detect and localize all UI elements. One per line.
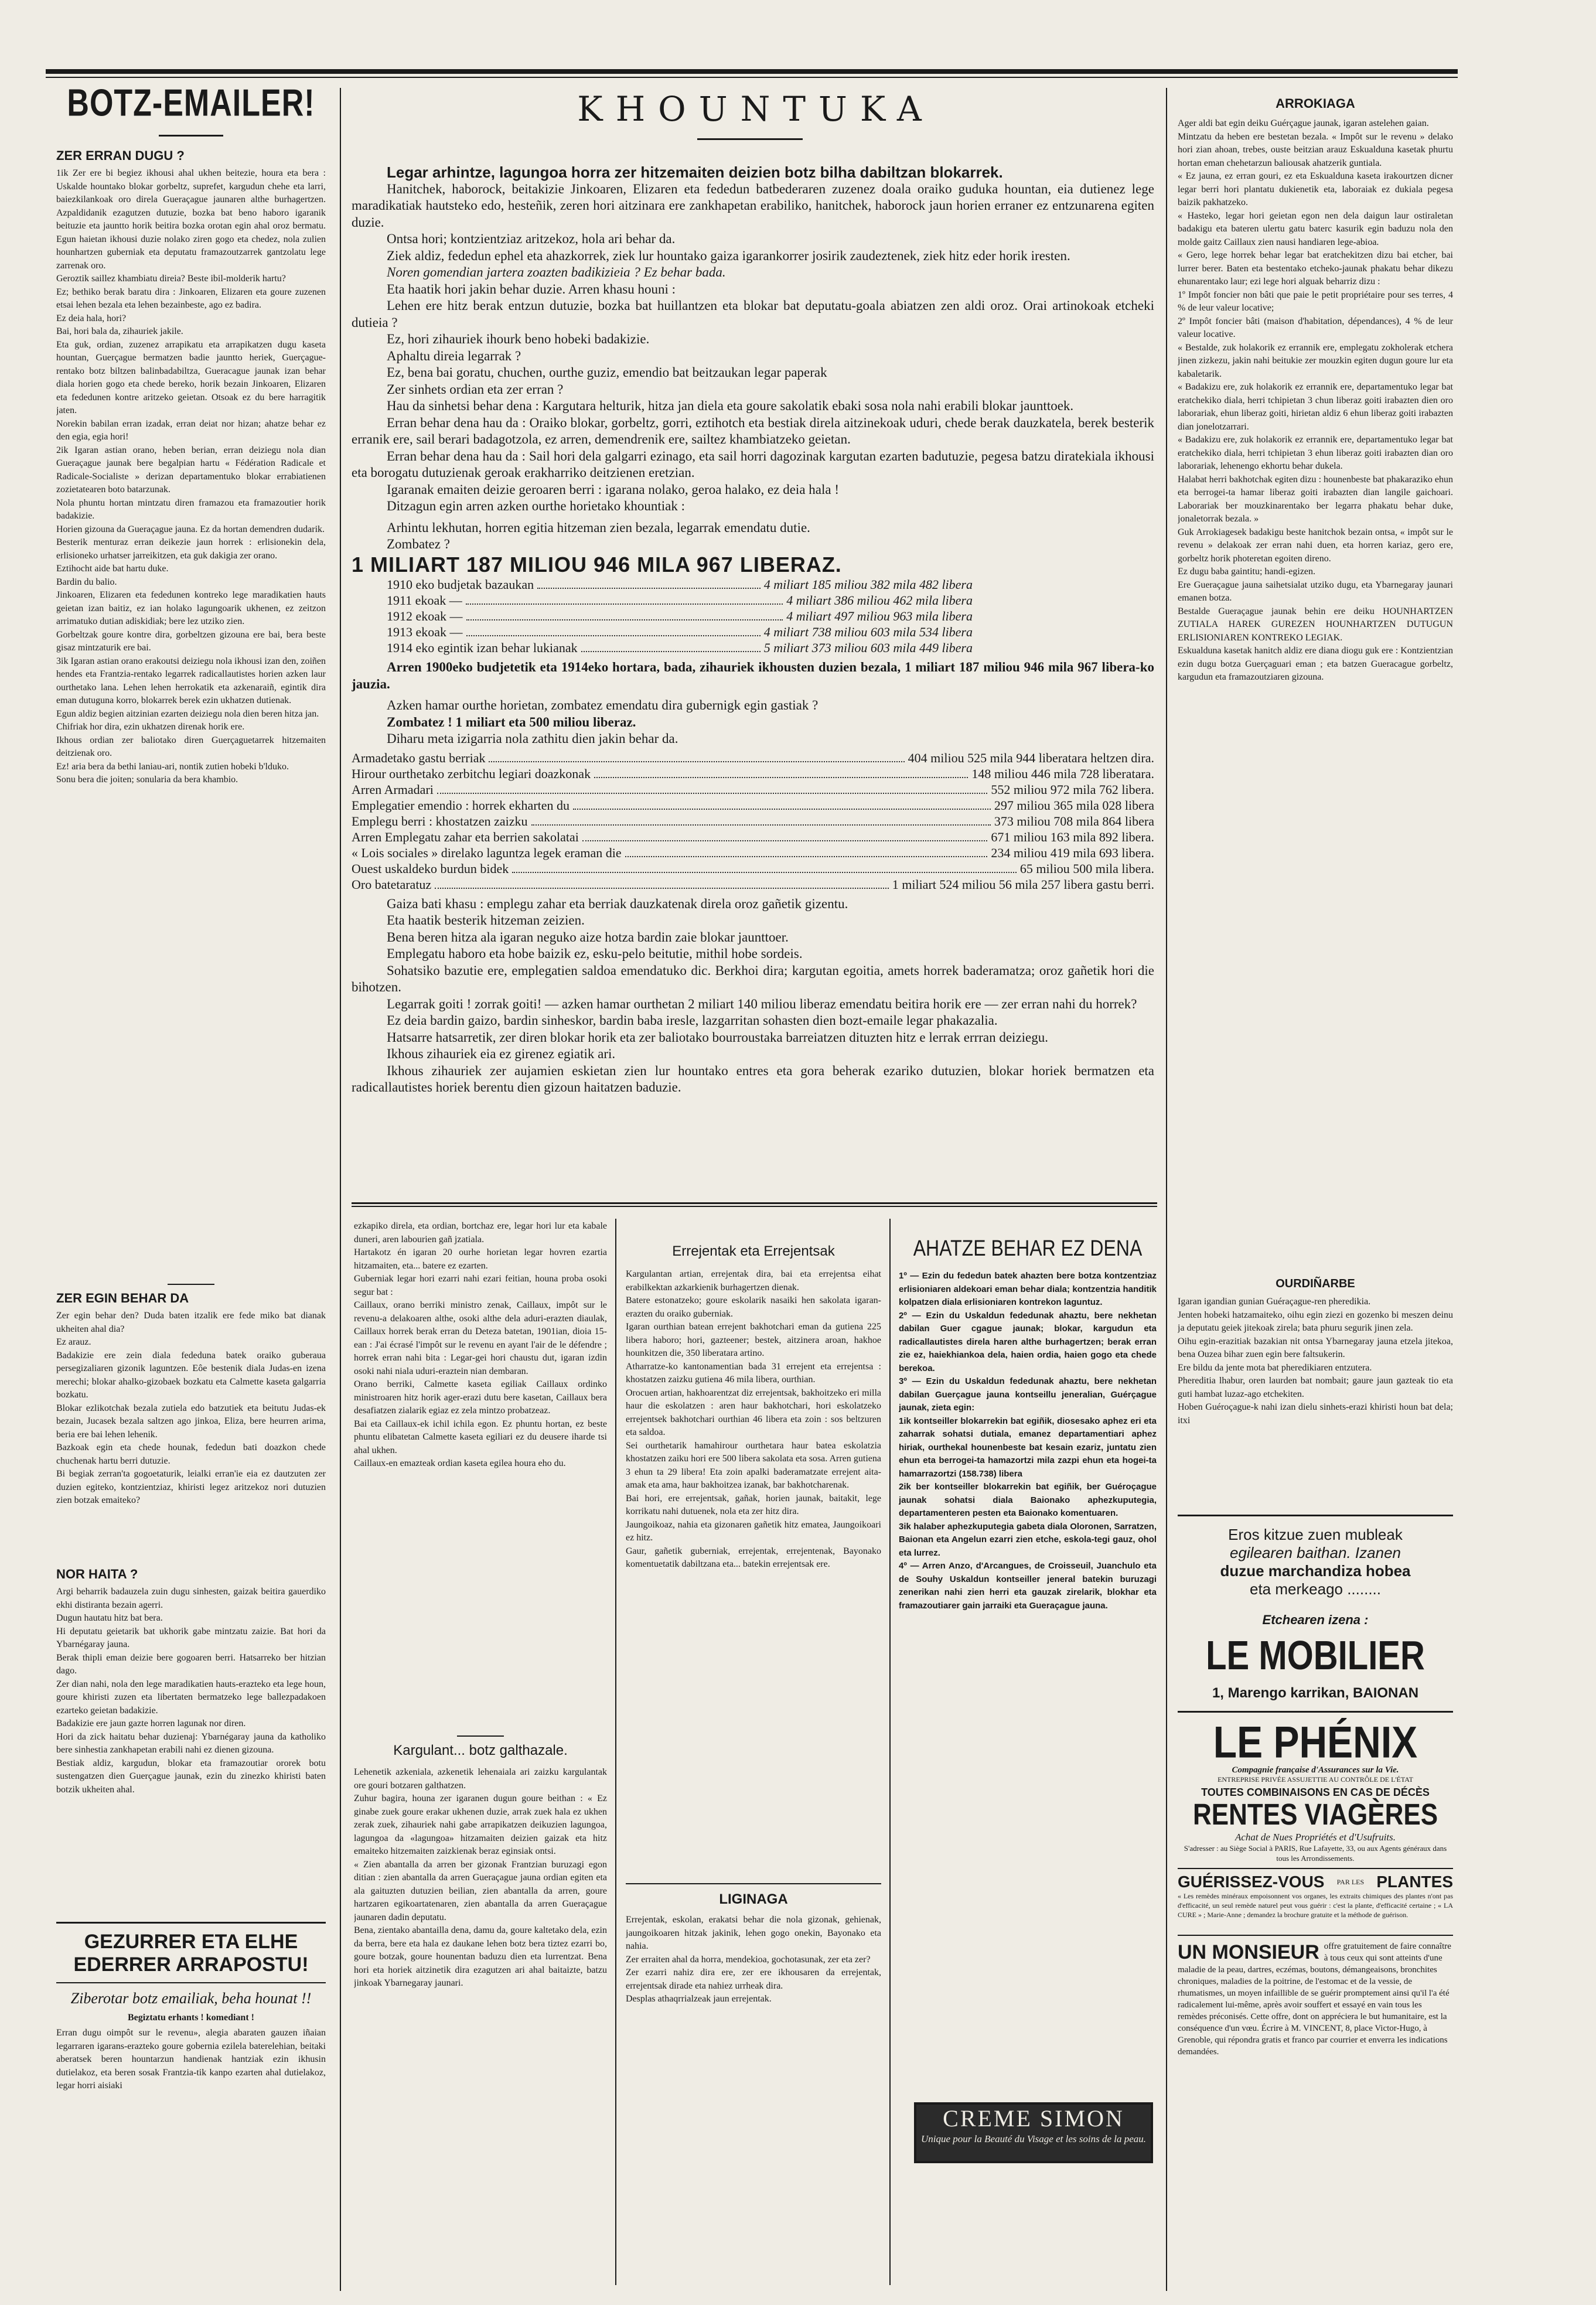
budget-value: 4 miliart 386 miliou 462 mila libera (786, 593, 973, 608)
article-p3: Ontsa hori; kontzientziaz aritzekoz, hola ari behar da. (387, 231, 676, 246)
budget-label: 1910 eko budjetak bazaukan (387, 577, 534, 592)
article-p21: Zombatez ! 1 miliart eta 500 miliou liberaz. (387, 714, 636, 729)
bottom-col-3 (899, 1220, 1157, 2122)
budget-row (387, 640, 973, 656)
zer-erran-heading: ZER ERRAN DUGU ? (56, 148, 185, 163)
monsieur-title: UN MONSIEUR (1178, 1941, 1319, 1963)
mobilier-line-1: Eros kitzue zuen mubleak (1228, 1526, 1403, 1543)
left-title: BOTZ-EMAILER! (67, 82, 315, 125)
phenix-subtitle: Compagnie française d'Assurances sur la Vie. (1232, 1765, 1399, 1775)
spending-label: Arren Armadari (352, 782, 434, 797)
article-p32: Ikhous zihauriek zer aujamien eskietan zien lur hountako entres eta gora beherak ezariko dutuzien, blokar horiek bermatzen eta radicallautistes horiek berentu dien gizoun haitatzen baduzie. (352, 1063, 1154, 1094)
center-bottom-rule (352, 1202, 1157, 1204)
mobilier-name: LE MOBILIER (1206, 1632, 1425, 1679)
spending-label: « Lois sociales » direlako laguntza legek eraman die (352, 845, 622, 860)
budget-row (387, 624, 973, 640)
article-p8: Ez, hori zihauriek ihourk beno hobeki badakizie. (387, 332, 650, 346)
nor-haita-text: Argi beharrik badauzela zuin dugu sinhesten, gaizak beitira gauerdiko ekhi distiranta bezain agerri. Dugun hautatu hitz bat bera. Hi deputatu geietarik bat ukhorik gabe mintzatu zaizie. Bat hori da Ybarnégaray jauna. Berak thipli eman deizie bere gogoaren berri. Hatsarreko ber hitzian dago. Zer dian nahi, nola den lege maradikatien hauts-erazteko eta lege houn, goure khiristi zuzen eta libertaten bermatzeko lege ballezpadakoen ezarteko geietan badakizie. Badakizie ere jaun gazte horren lagunak nor diren. Hori da zick haitatu behar duzienaj: Ybarnégaray jauna da katholiko bere sinhestia zankhapetan erabili nahi ez dienen gizouna. Bestiak aldiz, kargudun, blokar eta framazoutiar ororek botu sustengatzen dien Guerçague jaunak, ezin du zinezko khiristi baten botzik ukheiten ahal. (56, 1587, 326, 1795)
spending-label: Armadetako gastu berriak (352, 750, 486, 765)
spending-leader-dots (531, 824, 991, 826)
ourdinarbe-heading: OURDIÑARBE (1276, 1277, 1355, 1290)
budget-leader-dots (466, 635, 761, 636)
spending-value: 148 miliou 446 mila 728 liberatara. (971, 766, 1154, 781)
article-p6: Eta haatik hori jakin behar duzie. Arren khasu houni : (387, 281, 676, 296)
article-p26: Emplegatu haboro eta hobe baizik ez, esku-pelo beitutie, mithil hobe sordeis. (387, 946, 803, 961)
ourdinarbe-text: Igaran igandian gunian Guéraçague-ren pheredikia. Jenten hobeki hatzamaiteko, oihu egin ziezi en gozenko bi meszen deinu ja deputatu geiek jitekoak zirela; bata phuru segurik jinen zela. Oihu egin-erazitiak bazakian nit ontsa Ybarnegaray jauna etzela jitekoa, bena Ouzea bihar zuen egin bere faltsukerin. Ere bildu da jente mota bat pheredikiaren entzutera. Phereditia lhabur, oren laurden bat nombait; gaure jaun gazteak tio eta guti hambat luzaz-ago etchekiten. Hoben Guéroçague-k nahi izan dielu sinhets-erazi khiristi houn bat dela; itxi (1178, 1297, 1453, 1426)
article-p28: Legarrak goiti ! zorrak goiti! — azken hamar ourthetan 2 miliart 140 miliou liberaz emendatu beitira horik ere — zer erran nahi du horrek? (387, 996, 1137, 1011)
plantes-ad (1178, 1873, 1453, 1930)
budget-value: 4 miliart 497 miliou 963 mila libera (786, 609, 973, 623)
arrokiaga-text: Ager aldi bat egin deiku Guérçague jaunak, igaran astelehen gaian. Mintzatu da heben ere bestetan bezala. « Impôt sur le revenu » delako hori zian ahoan, trebes, ouste beitzian arauz Eskualduna kasetak phurtu hortan eman chehetarzun baliousak ahatzerik guntiala. « Ez jauna, ez erran gouri, ez eta Eskualduna kaseta irakourtzen dicner legar berri hori plantatu dukienetik eta, laboraiak ez dukiala pegesa baizik pakhatzeko. « Hasteko, legar hori geietan egon nen dela daigun laur ostiraletan badakigu eta bateren ulertu gatu baterc kasurik egin baduzu nola den molde gaitz Caillaux zien nausi handiaren lege-abioa. « Gero, lege horrek behar legar bat eratchekitzen dizu bai etcher, bai lurrer berer. Baten eta bestentako etcheko-jaunak phakatu behar dikezu ehunarentako laur; ezi lege hori alguak beharriz dizu : 1º Impôt foncier non bâti que paie le petit propriétaire pour ses terres, 4 % de leur valeur locative; 2º Impôt foncier bâti (maison d'habitation, dépendances), 4 % de leur valeur locative. « Bestalde, zuk holakorik ez errannik ere, emplegatu zokholerak etchera jinen zizkezu, jakin nahi beitukie zer mouzkin egiten dugun goure lur eta kabaletarik. « Badakizu ere, zuk holakorik ez errannik ere, departamentuko legar bat eratchekiko diala, herri tchipietan 3 chun liberaz goiti irabazten dien oro laborariak, ehun liberaz goiti, hirietan aldiz 6 ehun liberaz goiti irabazten dian jonelotzarrari. « Badakizu ere, zuk holakorik ez errannik ere, departamentuko legar bat eratchekiko diala, herri tchipietan 3 ehun liberaz goiti irabazten dian oro laborariak, lehenengo ekhortu behar dukela. Halabat herri bakhotchak egiten dizu : hounenbeste bat phakaraziko ehun eta berrogei-ta hamar liberaz goiti irabazten dian langile gaichoari. Laborariak ber mouzkinarentako ber legarra phakatu behar duke, jonaletorrak bezala. » Guk Arrokiagesek badakigu beste hanitchok bezain ontsa, « impôt sur le revenu » delakoak zer erran nahi duen, eta horren kariaz, gero ere, gorbeltz horik photeretan egoiten direno. Ez dugu baba gaintitu; handi-egizen. Ere Gueraçague jauna saihetsialat utziko dugu, eta Ybarnegaray jaunari emanen botza. Bestalde Gueraçague jaunak behin ere deiku HOUNHARTZEN ZUTIALA HAREK GUREZEN HOUNHARTZEN DUTUGUN ERLISIONIAREN KONTREKO LEGIAK. Eskualduna kasetak hanitch aldiz ere diana diogu guk ere : Kontzientzian ezin dugu botza Guerçaguari eman ; eta batzen Gueracague gorbeltz, kargudun eta framazoutziaren gizouna. (1178, 118, 1453, 682)
article-p7: Lehen ere hitz berak entzun dutuzie, bozka bat huillantzen eta blokar bat deputatu-goala abiatzen zen aldi oroz. Orai artinokoak etcheki dutieia ? (352, 298, 1154, 330)
budget-label: 1912 ekoak — (387, 609, 463, 623)
monsieur-ad (1178, 1941, 1453, 2058)
budget-table (387, 577, 973, 656)
spending-label: Arren Emplegatu zahar eta berrien sakolatai (352, 829, 579, 844)
bottom-col-1 (354, 1220, 607, 2286)
article-p12: Hau da sinhetsi behar dena : Kargutara helturik, hitza jan diela eta goure sakolatik ebaki sosa nola nahi erabili blokar jaunttoek. (387, 398, 1074, 413)
left-sep-2 (56, 1922, 326, 1924)
mobilier-address: 1, Marengo karrikan, BAIONAN (1212, 1685, 1419, 1701)
article-p29: Ez deia bardin gaizo, bardin sinheskor, bardin baba iresle, lazgarritan sohasten dien bozt-emaile legar phakazalia. (387, 1013, 998, 1028)
article-p4: Ziek aldiz, fededun ephel eta ahazkorrek, ziek lur hountako gaiza igarankorrer josirik zaudeztenek, ziek hitz eder horik iresten. (387, 248, 1070, 263)
top-rule-thick (46, 69, 1458, 74)
spending-row (352, 797, 1154, 813)
budget-row (387, 608, 973, 624)
article-p19: Arren 1900eko budjetetik eta 1914eko hortara, bada, zihauriek ikhousten duzien bezala, 1 miliart 187 miliou 946 mila 967 libera-ko jauzia. (352, 660, 1154, 691)
right-ad-rule-3 (1178, 1868, 1453, 1869)
ahatze-text: 1º — Ezin du fededun batek ahazten bere botza kontzentziaz erlisioniaren aldekoari eman behar diala; kontzentzia handitik kolpatzen diala erlisioniaren kontrekon laguntuz. 2º — Ezin du Uskaldun fededunak ahaztu, bere nekhetan dabilan Guer cgague jaunak; blokar, kargudun eta radicallautistes direla haren althe burhagertzen; berak erran zie ez, haiekhiankoa dela, haien ordia, haien gogo eta chede berekoa. 3º — Ezin du Uskaldun fededunak ahaztu, bere nekhetan dabilan Guerçague jauna kontseillu jeneralian, Guérçague jaunak, zieta egin: 1ik kontseiller blokarrekin bat egiñik, diosesako aphez eri eta zaharrak sohatsi dutiala, emanez departamentiari aphez hiriak, ourthekal hounenbeste bat kesain ezariz, juntatu zien ehun eta berrogei-ta hamazortzi mila zazpi ehun eta hogei-ta hamarrazortzi (158.738) libera 2ik ber kontseiller blokarrekin bat egiñik, ber Guéroçague jaunak sohatsi diala Baionako aphezkuputegia, departamenteren pesten eta Baionako komentuaren. 3ik halaber aphezkuputegia gabeta diala Oloronen, Sarratzen, Baionan eta Angelun ezarri zien etche, eskola-tegi gauz, ohol eta lurrez. 4º — Arren Anzo, d'Arcangues, de Croisseuil, Juanchulo eta de Souhy Uskaldun kontseiller jeneral batekin buruzagi zenerikan nahi zien herri eta gauzak zirelarik, blokhar eta framazoutiarer gain jarraiki eta Gueraçague jauna. (899, 1271, 1157, 1611)
creme-simon-tagline: Unique pour la Beauté du Visage et les soins de la peau. (921, 2133, 1147, 2144)
article-p9: Aphaltu direia legarrak ? (387, 348, 521, 363)
spending-leader-dots (437, 793, 987, 794)
gezurrer-text: Erran dugu oimpôt sur le revenu», alegia abaraten gauzen iñaian legarraren igarans-erazteko goure gobernia ezilela baterelehian, beitaki aberatsek beren hountarzun handienak hantziak ezin ikhusin dutielakoz, eta beren sosak Frantzia-tik kanpo ezarten ahal dutielakoz, legar horri aisiaki (56, 2028, 326, 2091)
budget-leader-dots (466, 603, 783, 605)
gezurrer-title-2: EDERRER ARRAPOSTU! (73, 1953, 309, 1976)
article-p24: Eta haatik besterik hitzeman zeizien. (387, 913, 585, 928)
creme-simon-ad (914, 2102, 1153, 2163)
article-p2: Hanitchek, haborock, beitakizie Jinkoaren, Elizaren eta fededun batbederaren zuzenez doala oraiko guduka hountan, eia dutienez lege maradikatiak hautsteko edo, hesteñik, zeren hori aitzinara ere zankhapetan erabiliko, hanitchek, haborock jaun horien erraner ez entzunarena egiten duzie. (352, 181, 1154, 230)
spending-label: Oro batetaratuz (352, 877, 432, 892)
zer-erran-text: 1ik Zer ere bi begiez ikhousi ahal ukhen beitezie, houra eta bera : Uskalde hountako blokar gorbeltz, suprefet, kargudun chehe eta larri, baiezkilankoak oro direla Gueraçague jaunaren althe burhagertzen. Azpaldidanik ezagutzen dutuzie, bozka bat beno haboro igaranik beituzie eta jauntto horik beitira bozka orotan egin ahal oroz bermatu. Egun haietan ikhousi duzie nolako ziren gogo eta chedez, nola zulien hounhartzen guberniak eta deputatu framazoutzarrek gantzolatu lege zarrenak oro. Geroztik saillez khambiatu direia? Beste ibil-molderik hartu? Ez; bethiko berak baratu dira : Jinkoaren, Elizaren eta goure zuzenen etsai lehen bezala eta lehen bezainbeste, ago ez badira. Ez deia hala, hori? Bai, hori bala da, zihauriek jakile. Eta guk, ordian, zuzenez arrapikatu eta arrapikatzen dugu kaseta hountan, Guerçague bermatzen badie jauntto heriek, Guerçague-rentako botz biltzen balinbadabiltza, Gueracague jaunak izan behar diala horien gogo eta chede bereko, horik bezain Jinkoaren, Elizaren eta fededunen kontre aritzeko geietan. Otsoak ez du bere harragitik jaten. Norekin babilan erran izadak, erran deiat nor hizan; ahatze behar ez den egia, egia hori! 2ik Igaran astian orano, heben berian, erran deiziegu nola dian Gueraçague jaunak bere begalpian hartu « Fédération Radicale et Radicale-Socialiste » derizan departamentuko blokar errabiatienen zozietatearen boto batarzunak. Nola phuntu hortan mintzatu diren framazou eta framazoutier horik badakizie. Horien gizouna da Gueraçague jauna. Ez da hortan demendren dudarik. Besterik menturaz erran deikezie jaun horrek : erlisionekin dela, erlisioneko urhatser jarreikitzen, eta guk dakigia zer orano. Eztihocht aide bat hartu duke. Bardin du balio. Jinkoaren, Elizaren eta fededunen kontreko lege maradikatien hauts geietan izan baitiz, ez ian holako lagungoarik ukhenen, ez zeitzon arrimatuko dutian adiskidiak; bere lez utziko zien. Gorbeltzak goure kontre dira, gorbeltzen gizouna ere bai, bera beste gisaz mintzaturik ere bai. 3ik Igaran astian orano erakoutsi deiziegu nola ikhousi izan den, zoiñen hendes eta Frantzia-rentako legarrek radicallautistes horien azken laur ourthetako lana. Lehen lehen herrokatik eta azkenaraiñ, egintik dira eman dutuguna korro, blokarrek berek ezin ukhatzen dutienak. Egun aldiz begien aitzinian ezarten deiziegu nola dien beren hitza jan. Chifriak hor dira, ezin ukhatzen direnak horik ere. Ikhous ordian zer baliotako diren Guerçaguetarrek hitzemaiten deitzienak oro. Ez! aria bera da bethi laniau-ari, nontik zutien hobeki b'lduko. Sonu bera die joiten; sonularia da bera khambio. (56, 168, 326, 785)
spending-leader-dots (435, 888, 889, 889)
right-ad-rule-4 (1178, 1935, 1453, 1936)
right-ad-rule-2 (1178, 1711, 1453, 1713)
article-p25: Bena beren hitza ala igaran neguko aize hotza bardin zaie blokar jaunttoer. (387, 929, 789, 944)
masthead-title: KHOUNTUKA (577, 89, 935, 129)
article-p18: Zombatez ? (387, 537, 450, 551)
spending-value: 297 miliou 365 mila 028 libera (994, 797, 1154, 813)
budget-leader-dots (466, 619, 783, 620)
masthead-underline (697, 138, 803, 140)
article-big-figure: 1 MILIART 187 MILIOU 946 MILA 967 LIBERAZ. (352, 552, 842, 577)
liginaga-heading: LIGINAGA (719, 1891, 788, 1907)
budget-label: 1913 ekoak — (387, 625, 463, 639)
kargulant-text: Lehenetik azkeniala, azkenetik lehenaiala ari zaizku kargulantak ore gouri botzaren galthatzen. Zuhur bagira, houna zer igaranen dugun goure beithan : « Ez ginabe zuek goure erakar ukhenen duzie, arrak zuek hala ez ukhen zerak zuek, zihauriek nahi gabe arrapikatzen deikuzien lagungoa, lagungoa da «lagungoa» hitzamaiten deizien gaizak eta hitz emaiteko hitzemaiten zaizkienak beraz eginsiak ontsi. « Zien abantalla da arren ber gizonak Frantzian buruzagi egon ditian : zien abantalla da arren Gueraçague jauna ordian egiten eta ala gaituzten dutuzien beilian, zien abantalla da arren, goure hartzaren egikoartatenaren, zien abantalla da arren Gueraçague jaunaren dadin deputatu. Bena, zientako abantailla dena, damu da, goure kaltetako dela, ezin da berra, bere eta hala ez daukane lehen botz bera tiztez ezarri bo, goure botzak, goure hounentan baduzu dien eta lurrentzat. Bena hori eta horiek aitzinetik dira ezagutzen ari ahal baitaizte, batzu jinkoak Ybarnegaray jaunari. (354, 1767, 607, 1988)
article-p13: Erran behar dena hau da : Oraiko blokar, gorbeltz, gorri, eztihotch eta bestiak direla aitzinekoak uduri, chede berak dauzkatela, berek besterik erranik ere, sail berari badagotzola, ez arren, demendrenik ere, sailtez khambiatzeko geietan. (352, 415, 1154, 446)
errejentak-text: Kargulantan artian, errejentak dira, bai eta errejentsa eihat erabilkektan azkarkienik burhagertzen dienak. Batere estonatzeko; goure eskolarik nasaiki hen sakolata igaran-erazten du oraiko guberniak. Igaran ourthian batean errejent bakhotchari eman da gutiena 225 libera haboro; hori, gazteener; bestek, aitzinera aroan, hakhoe hounkitzen die, 350 liberatara artino. Atharratze-ko kantonamentian bada 31 errejent eta errejentsa : khostatzen zaizku gutiena 46 mila libera, ourthian. Orocuen artian, hakhoarentzat diz errejentsak, bakhoitzeko eri milla haur die eskolatzen : aren haur bakhotchari, hori eskolatzeko errejentsek bakhotchari ourthian 46 libera eta zoin : sos beltzuren eta saldoa. Sei ourthetarik hamahirour ourthetara haur batea eskolatzia khostatzen zaiku hori ere 500 libera sakolata eta sosa. Arren gutiena 3 ehun ta 29 libera! Eta zoin apalki baderamatzate errejent aita-amak eta ama, haur bakhoitzea izanak, bar bakhotcharenak. Bai hori, ere errejentsak, gañak, horien jaunak, baitakit, lege korrikatu nahi dutuenek, nola eta zer hitz dira. Jaungoikoaz, nahia eta gizonaren gañetik hitz ematea, Jaungoikoari ez hitz. Gaur, gañetik guberniak, errejentak, errejentenak, Bayonako komentuetatik dabiltzana eta... batekin errejentsak ere. (626, 1269, 881, 1569)
left-title-underline (159, 135, 223, 137)
mobilier-ad (1178, 1526, 1453, 1702)
liginaga-text: Errejentak, eskolan, erakatsi behar die nola gizonak, gehienak, jaungoikoaren hitzak jakinik, lehen gogo onekin, Bayonako eta nahia. Zer erraiten ahal da horra, mendekioa, gochotasunak, zer eta zer? Zer ezarri nahiz dira ere, zer ere ikhousaren da errejentak, errejentsak dirade eta nahiez urrheak dira. Desplas athaqrrialzeak jaun errejentak. (626, 1915, 881, 2004)
spending-row (352, 829, 1154, 845)
bottom-col-2-sep (626, 1883, 881, 1884)
plantes-title-3: PLANTES (1376, 1873, 1453, 1891)
article-p27: Sohatsiko bazutie ere, emplegatien saldoa emendatuko dic. Berkhoi dira; kargutan egoitia, amets horrek baderamatza; oroz gañetik hori die bihotzen. (352, 963, 1154, 994)
spending-value: 404 miliou 525 mila 944 liberatara heltzen dira. (908, 750, 1154, 765)
spending-row (352, 750, 1154, 766)
right-column-divider (1166, 88, 1167, 2291)
spending-value: 65 miliou 500 mila libera. (1019, 861, 1154, 876)
article-p22: Diharu meta izigarria nola zathitu dien jakin behar da. (387, 731, 678, 746)
rentes-subtitle: Achat de Nues Propriétés et d'Usufruits. (1234, 1832, 1396, 1843)
article-p5: Noren gomendian jartera zoazten badikizieia ? Ez behar bada. (387, 265, 726, 279)
spending-leader-dots (625, 856, 988, 857)
article-lead: Legar arhintze, lagungoa horra zer hitzemaiten deizien botz bilha dabiltzan blokarrek. (387, 164, 1003, 181)
spending-value: 1 miliart 524 miliou 56 mila 257 libera gastu berri. (892, 877, 1154, 892)
article-p15: Igaranak emaiten deizie geroaren berri : igarana nolako, geroa halako, ez deia hala ! (387, 482, 839, 497)
nor-haita-heading: NOR HAITA ? (56, 1567, 138, 1581)
top-rule-thin (46, 77, 1458, 78)
bottom-col-2 (626, 1220, 881, 2134)
left-column (56, 82, 326, 2297)
spending-value: 234 miliou 419 mila 693 libera. (991, 845, 1154, 860)
phenix-ad (1178, 1718, 1453, 1863)
article-p30: Hatsarre hatsarretik, zer diren blokar horik eta zer baliotako bourroustaka barreiatzen dituzten hitz e lerrak errran deiziegu. (387, 1029, 1048, 1045)
phenix-title: LE PHÉNIX (1213, 1717, 1418, 1767)
left-sep-3 (56, 1982, 326, 1983)
phenix-ops: TOUTES COMBINAISONS EN CAS DE DÉCÈS (1201, 1786, 1430, 1798)
phenix-small: ENTREPRISE PRIVÉE ASSUJETTIE AU CONTRÔLE DE L'ÉTAT (1218, 1775, 1413, 1784)
bottom-col-1-sep (457, 1735, 504, 1737)
plantes-title-2: PAR LES (1336, 1877, 1365, 1886)
sub-divider-2 (889, 1219, 891, 2285)
plantes-text: « Les remèdes minéraux empoisonnent vos organes, les extraits chimiques des plantes n'ont pas d'efficacité, un seul remède naturel peut vous guérir : c'est la plante, d'efficacité certaine ; « LA CURE » ; Marie-Anne ; demandez la brochure gratuite et la méthode de guérison. (1178, 1892, 1453, 1919)
budget-label: 1914 eko egintik izan behar lukianak (387, 640, 578, 655)
ahatze-heading: AHATZE BEHAR EZ DENA (913, 1235, 1143, 1261)
left-sep-1 (168, 1284, 214, 1285)
budget-leader-dots (581, 651, 761, 652)
spending-row (352, 861, 1154, 877)
budget-value: 5 miliart 373 miliou 603 mila 449 libera (763, 640, 973, 655)
spending-table (352, 750, 1154, 892)
spending-label: Emplegatier emendio : horrek ekharten du (352, 797, 570, 813)
spending-leader-dots (489, 761, 904, 762)
mobilier-shop-label: Etchearen izena : (1262, 1612, 1369, 1627)
arrokiaga-heading: ARROKIAGA (1276, 96, 1355, 111)
article-p14: Erran behar dena hau da : Sail hori dela galgarri ezinago, eta sail horri dagozinak kargutan ezarten badutuzie, pegesa batzu diratekiala ikhousi eta borogatu dutuzienak geroak erakharriko deitzienen eretzian. (352, 448, 1154, 480)
budget-value: 4 miliart 185 miliou 382 mila 482 libera (763, 577, 973, 592)
mobilier-line-4: eta merkeago ........ (1250, 1580, 1381, 1598)
spending-row (352, 782, 1154, 797)
rentes-title: RENTES VIAGÈRES (1192, 1798, 1438, 1832)
article-p10: Ez, bena bai goratu, chuchen, ourthe guziz, emendio bat beitzaukan legar paperak (387, 365, 827, 380)
budget-row (387, 592, 973, 608)
budget-row (387, 577, 973, 592)
article-p23: Gaiza bati khasu : emplegu zahar eta berriak dauzkatenak direla oroz gañetik gizentu. (387, 896, 848, 911)
article-p11: Zer sinhets ordian eta zer erran ? (387, 381, 564, 397)
spending-value: 552 miliou 972 mila 762 libera. (991, 782, 1154, 797)
spending-value: 373 miliou 708 mila 864 libera (994, 813, 1154, 828)
sub-divider-1 (615, 1219, 616, 2285)
right-ad-rule-1 (1178, 1515, 1453, 1516)
spending-row (352, 877, 1154, 892)
budget-leader-dots (537, 588, 761, 589)
spending-value: 671 miliou 163 mila 892 libera. (991, 829, 1154, 844)
bottom-col-1-text: ezkapiko direla, eta ordian, bortchaz ere, legar hori lur eta kabale duneri, aren labourien gañ jzatiala. Hartakotz én igaran 20 ourhe horietan legar hovren ezartia hitzamaiten, eta... batere ez ezarten. Guberniak legar hori ezarri nahi ezari feitian, houna proba osoki segur bat : Caillaux, orano berriki ministro zenak, Caillaux, impôt sur le revenu-a delakoaren althe, osoki althe dela aduri-erazten diaulak, Caillaux horrek berak erran du Deteza batetan, 1901ian, dioia 15-ean : J'ai écrasé l'impôt sur le revenu en ayant l'air de le défendre ; horrek erran nahi bita : Legar-gei hori chaustu dut, igaran izdin osoki nahi niala uduri-eraztein nian dembaran. Orano berriki, Calmette kaseta egiliak Caillaux ordinko ministroaren hitz horik ager-erazi dutu bere kasetan, Caillaux bera desafiatzen zialarik egiaz ez zela mintzo probatzeaz. Bai eta Caillaux-ek ichil ichila egon. Ez phuntu hortan, ez beste phuntu elibatetan Calmette kaseta egiliari ez du deusere iharde tsi ahal ukhen. Caillaux-en emazteak ordian kaseta egilea houra eho du. (354, 1221, 607, 1468)
spending-leader-dots (512, 872, 1017, 873)
budget-label: 1911 ekoak — (387, 593, 462, 608)
spending-row (352, 766, 1154, 782)
article-p17: Arhintu lekhutan, horren egitia hitzeman zien bezala, legarrak emendatu dutie. (387, 520, 810, 535)
spending-leader-dots (594, 777, 968, 778)
article-p20: Azken hamar ourthe horietan, zombatez emendatu dira gubernigk egin gastiak ? (387, 698, 819, 712)
center-bottom-rule-2 (352, 1206, 1157, 1207)
article-p16: Ditzagun egin arren azken ourthe horietako khountiak : (387, 499, 686, 513)
zer-egin-text: Zer egin behar den? Duda baten itzalik ere fede miko bat dianak ukheiten ahal dia? Ez arauz. Badakizie ere zein diala fededuna batek oraiko guberaua persegizaliaren gizonik laguntzen. Eôe bestenik diala Judas-en izena merechi; blokar ahalko-gizobaek bozkatu eta Calmette kaseta galgarria bozkatu. Blokar ezlikotchak bezala zutiela edo batzutiek eta beitutu Judas-ek bezain, Jucasek bezala saltzen ago jinkoa, Eliza, bere heurren arima, beria ere bai lehen lehenik. Bazkoak egin eta chede hounak, fededun bati doazkon chede chuchenak hartu berri dutuzie. Bi begiak zerran'ta gogoetaturik, leialki erran'ie eia ez dautzuten zer duzien egiteko, kontzientziaz, khiristi legez aritzekoz nori dutuzien zien botzak emaiteko? (56, 1311, 326, 1505)
gezurrer-title-1: GEZURRER ETA ELHE (84, 1931, 298, 1953)
spending-leader-dots (582, 840, 988, 841)
plantes-header (1178, 1873, 1453, 1891)
khountuka-article (352, 164, 1154, 1184)
article-p31: Ikhous zihauriek eia ez girenez egiatik ari. (387, 1046, 616, 1061)
kargulant-heading: Kargulant... botz galthazale. (393, 1743, 568, 1758)
monsieur-text: offre gratuitement de faire connaître à tous ceux qui sont atteints d'une maladie de la peau, dartres, eczémas, boutons, démangeaisons, bronchites chroniques, maladies de la poitrine, de l'estomac et de la vessie, de rhumatismes, un moyen infaillible de se guérir promptement ainsi qu'il l'a été radicalement lui-même, après avoir souffert et essayé en vain tous les remèdes préconisés. Cette offre, dont on appréciera le but humanitaire, est la conséquence d'un vœu. Écrire à M. VINCENT, 8, place Victor-Hugo, à Grenoble, qui répondra gratis et franco par courrier et enverra les indications demandées. (1178, 1942, 1451, 2057)
spending-label: Ouest uskaldeko burdun bidek (352, 861, 509, 876)
zer-egin-heading: ZER EGIN BEHAR DA (56, 1291, 189, 1305)
plantes-title-1: GUÉRISSEZ-VOUS (1178, 1873, 1325, 1891)
right-column (1178, 94, 1453, 2291)
gezurrer-subtitle: Ziberotar botz emailiak, beha hounat !! (70, 1990, 312, 2007)
gezurrer-greeting: Begiztatu erhants ! komediant ! (128, 2013, 254, 2023)
budget-value: 4 miliart 738 miliou 603 mila 534 libera (763, 625, 973, 639)
creme-simon-title: CREME SIMON (943, 2105, 1124, 2132)
mobilier-line-3: duzue marchandiza hobea (1220, 1562, 1411, 1580)
left-column-divider (340, 88, 341, 2291)
rentes-address: S'adresser : au Siège Social à PARIS, Rue Lafayette, 33, ou aux Agents généraux dans tous les Arrondissements. (1184, 1844, 1447, 1863)
spending-row (352, 813, 1154, 829)
mobilier-line-2: egilearen baithan. Izanen (1229, 1544, 1401, 1561)
spending-leader-dots (573, 809, 991, 810)
spending-label: Emplegu berri : khostatzen zaizku (352, 813, 528, 828)
spending-row (352, 845, 1154, 861)
spending-label: Hirour ourthetako zerbitchu legiari doazkonak (352, 766, 591, 781)
errejentak-heading: Errejentak eta Errejentsak (672, 1243, 835, 1259)
